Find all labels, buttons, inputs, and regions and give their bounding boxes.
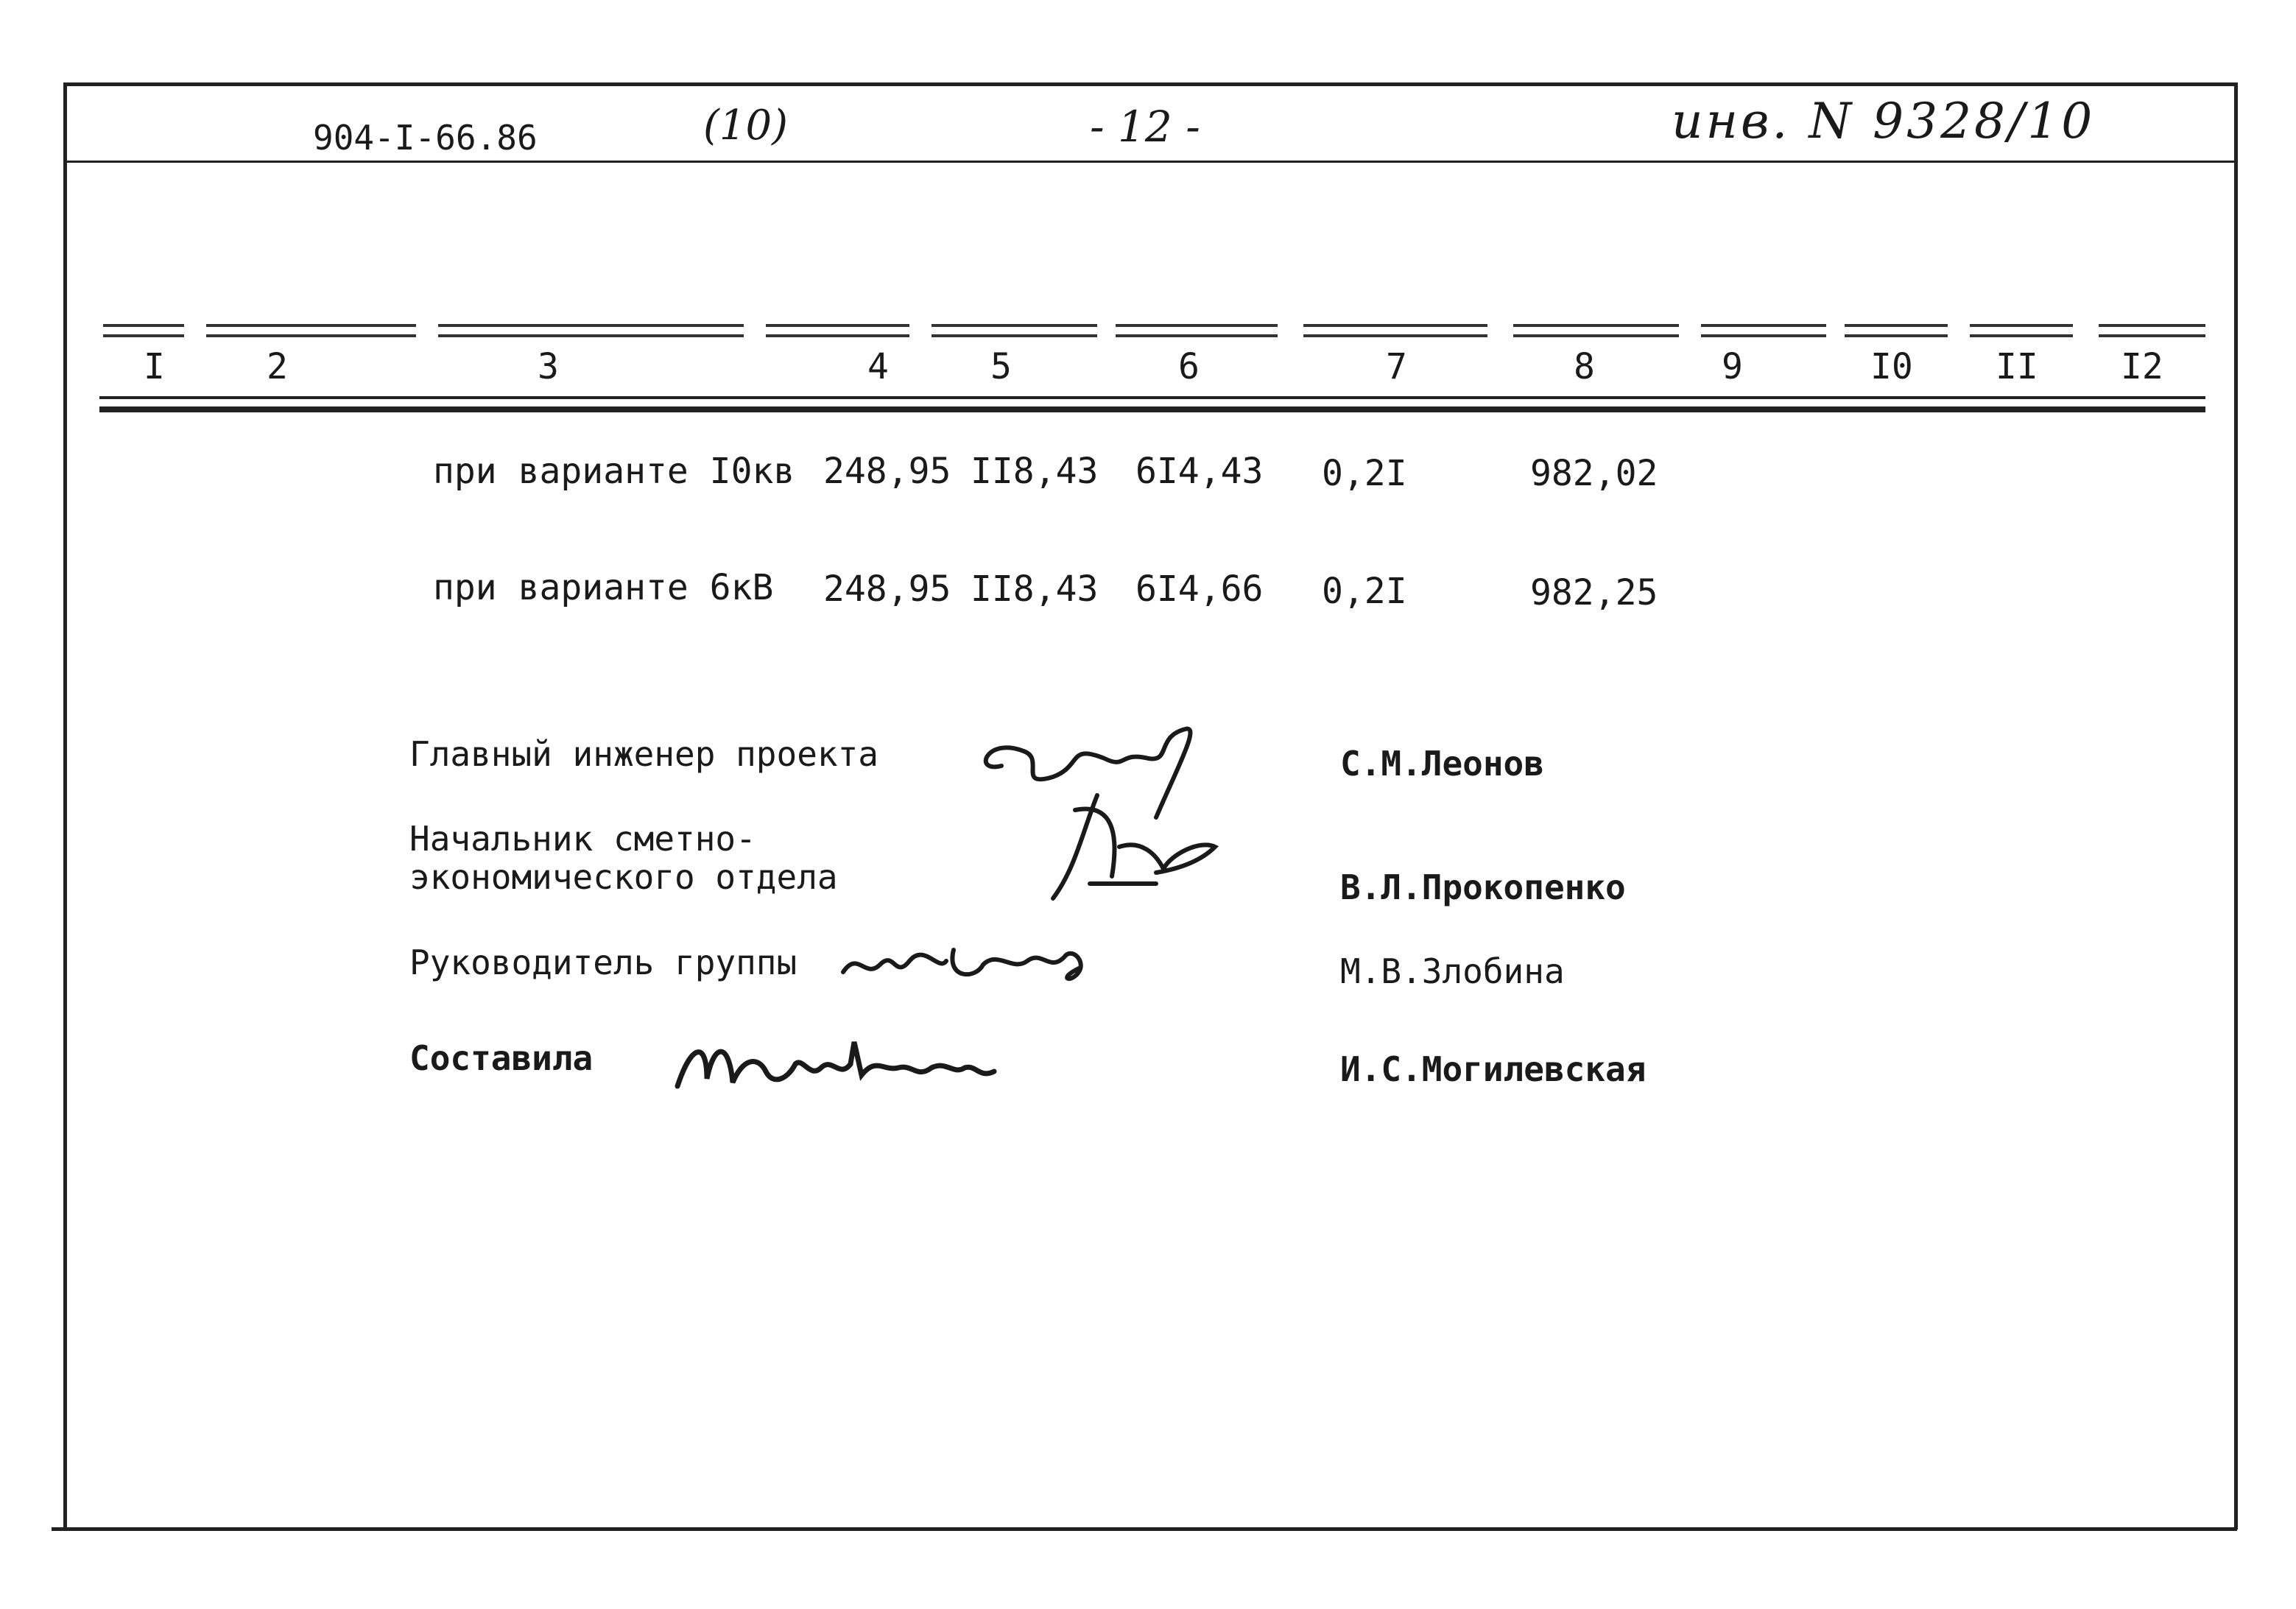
column-number-9: 9 <box>1722 346 1743 387</box>
signatory-title-line1: Начальник сметно- <box>409 819 756 859</box>
frame-top-border <box>65 82 2237 86</box>
column-number-3: 3 <box>538 346 559 387</box>
column-number-7: 7 <box>1386 346 1407 387</box>
page-number-handwritten: - 12 - <box>1090 102 1200 152</box>
cell-col4: 248,95 <box>823 568 951 610</box>
column-number-11: II <box>1996 346 2038 387</box>
signature-prokopenko <box>1031 788 1237 920</box>
header-divider <box>65 161 2237 163</box>
cell-col4: 248,95 <box>823 451 951 492</box>
column-number-5: 5 <box>990 346 1012 387</box>
document-code: 904-I-66.86 <box>313 118 538 158</box>
signatory-name: С.М.Леонов <box>1340 744 1544 784</box>
column-header-rule <box>99 396 2205 399</box>
cell-col5: II8,43 <box>971 568 1099 610</box>
signatory-title: Руководитель группы <box>409 943 797 982</box>
cell-col8: 982,25 <box>1530 572 1658 613</box>
signatory-name: В.Л.Прокопенко <box>1340 867 1626 907</box>
cell-col7: 0,2I <box>1322 453 1407 494</box>
cell-col5: II8,43 <box>971 451 1099 492</box>
row-label: при варианте 6кВ <box>433 567 774 608</box>
signatory-name: И.С.Могилевская <box>1340 1049 1647 1089</box>
column-number-8: 8 <box>1574 346 1595 387</box>
column-number-10: I0 <box>1870 346 1913 387</box>
column-header-rule-thick <box>99 406 2205 412</box>
frame-bottom-border <box>52 1527 2237 1531</box>
signature-zlobina <box>836 928 1116 994</box>
signatory-name: М.В.Злобина <box>1340 951 1565 991</box>
cell-col7: 0,2I <box>1322 571 1407 612</box>
cell-col8: 982,02 <box>1530 453 1658 494</box>
column-number-4: 4 <box>867 346 889 387</box>
column-number-6: 6 <box>1178 346 1200 387</box>
column-number-1: I <box>144 346 165 387</box>
row-label: при варианте I0кв <box>433 451 795 492</box>
cell-col6: 6I4,66 <box>1135 568 1264 610</box>
column-number-12: I2 <box>2121 346 2163 387</box>
signatory-title: Главный инженер проекта <box>409 734 878 774</box>
signatory-title-line2: экономического отдела <box>409 857 838 897</box>
variant-number-handwritten: (10) <box>703 102 788 149</box>
cell-col6: 6I4,43 <box>1135 451 1264 492</box>
signature-mogilevskaya <box>663 1027 1009 1108</box>
column-number-2: 2 <box>267 346 288 387</box>
signatory-title: Составила <box>409 1038 594 1078</box>
inventory-number-handwritten: инв. N 9328/10 <box>1672 93 2096 149</box>
frame-left-border <box>63 82 67 1529</box>
frame-right-border <box>2234 82 2238 1529</box>
